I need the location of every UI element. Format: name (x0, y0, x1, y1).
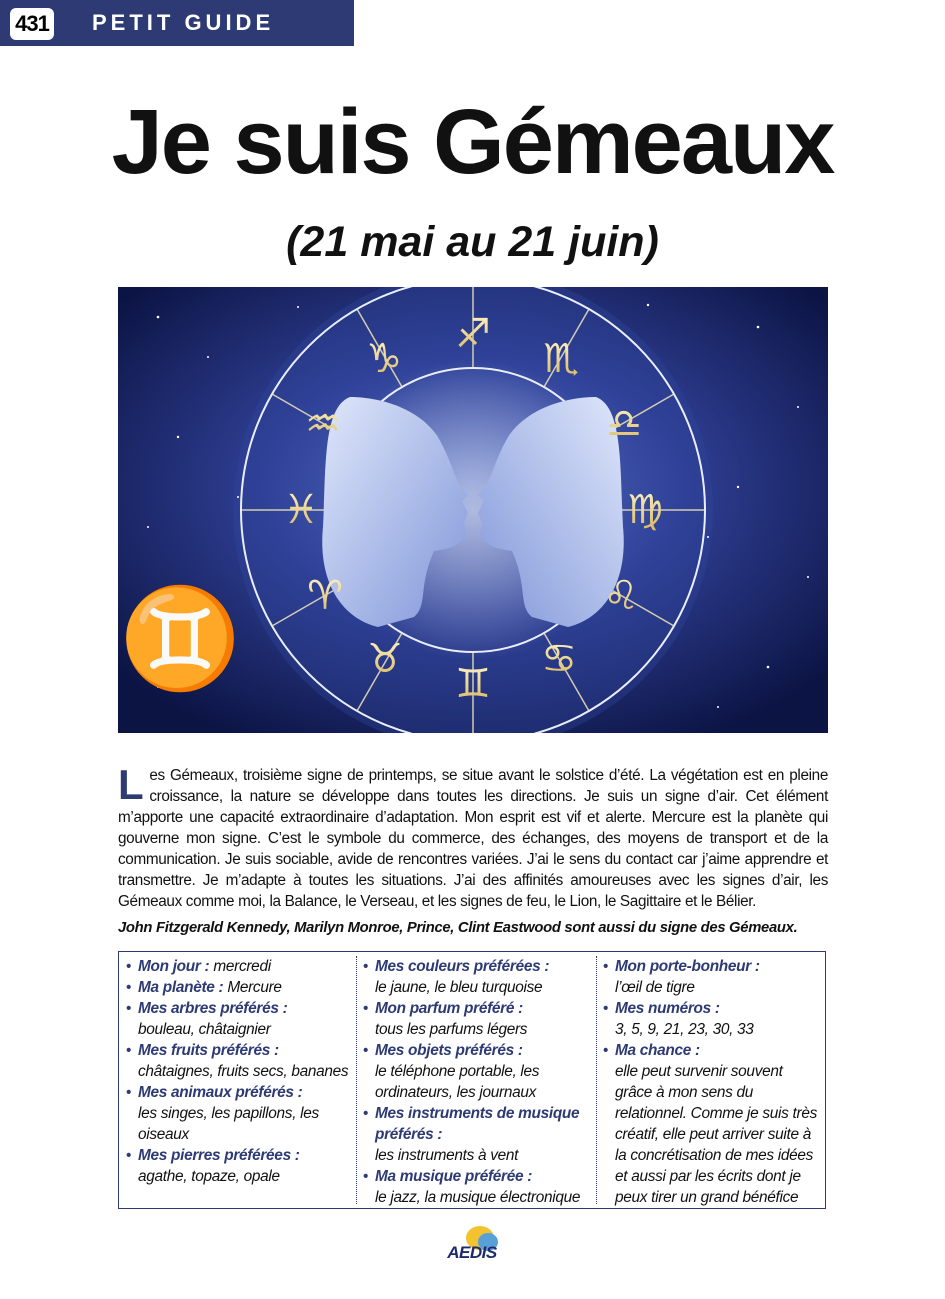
aries-icon: ♈ (307, 573, 343, 619)
column-divider (356, 956, 357, 1204)
capricorn-icon: ♑ (366, 336, 402, 382)
gemini-sign-icon: ♊ (118, 582, 242, 696)
series-title: PETIT GUIDE (92, 10, 275, 35)
info-item: • Mes animaux préférés : les singes, les papillons, les oiseaux (126, 1084, 319, 1143)
cancer-icon: ♋ (541, 636, 577, 682)
column-divider (596, 956, 597, 1204)
intro-text: es Gémeaux, troisième signe de printemps, se situe avant le solstice d’été. La végétation est en pleine croissance, la nature se développe dans toutes les directions. Je suis un signe d’air. Cet élément m’apporte une capacité extraordinaire d’adaptation. Mon esprit est vif et alerte. Mercure est la planète qui gouverne mon signe. C’est le symbole du commerce, des échanges, des moyens de transport et de la communication. Je suis sociable, avide de rencontres variées. J’ai le sens du contact car j’aime apprendre et transmettre. Je m’adapte à toutes les situations. J’ai des affinités amoureuses avec les signes d’air, les Gémeaux comme moi, la Balance, le Verseau, et les signes de feu, le Lion, le Sagittaire et le Bélier. (118, 767, 828, 910)
info-item: • Mes couleurs préférées : le jaune, le bleu turquoise (363, 958, 550, 996)
info-column-3 (601, 956, 823, 1208)
date-range: (21 mai au 21 juin) (286, 218, 659, 266)
info-item: • Mes instruments de musique préférés : les instruments à vent (363, 1105, 580, 1164)
drop-cap: L (118, 761, 144, 808)
aedis-logo (440, 1224, 504, 1264)
info-item: • Mon parfum préféré : tous les parfums légers (363, 1000, 528, 1038)
libra-icon: ♎ (606, 401, 642, 447)
page-title: Je suis Gémeaux (111, 91, 834, 193)
info-item: • Ma chance : elle peut survenir souvent grâce à mon sens du relationnel. Comme je suis très créatif, elle peut arriver suite à la concrétisation de mes idées et aussi par les écrits dont je peux tirer un grand bénéfice (603, 1042, 817, 1206)
aquarius-icon: ♒ (305, 401, 341, 447)
page-number-badge: 431 (10, 8, 54, 40)
svg-text:AEDIS: AEDIS (447, 1243, 497, 1262)
info-box (118, 951, 826, 1209)
info-item: • Ma musique préférée : le jazz, la musique électronique (363, 1168, 581, 1206)
info-item: • Mes pierres préférées : agathe, topaze, opale (126, 1147, 300, 1185)
info-item: • Mon porte-bonheur : l’œil de tigre (603, 958, 760, 996)
pisces-icon: ♓ (283, 487, 319, 533)
famous-people: John Fitzgerald Kennedy, Marilyn Monroe, Prince, Clint Eastwood sont aussi du signe des Gémeaux. (118, 920, 798, 936)
intro-paragraph (118, 761, 828, 912)
virgo-icon: ♍ (627, 487, 663, 533)
info-column-2 (361, 956, 596, 1208)
info-item: • Ma planète : Mercure (126, 979, 282, 996)
taurus-icon: ♉ (367, 636, 403, 682)
info-item: • Mes numéros : 3, 5, 9, 21, 23, 30, 33 (603, 1000, 754, 1038)
header-band (0, 0, 354, 46)
sagittarius-icon: ♐ (455, 311, 491, 357)
info-column-1 (124, 956, 356, 1187)
leo-icon: ♌ (603, 573, 639, 619)
info-item: • Mes fruits préférés : châtaignes, fruits secs, bananes (126, 1042, 349, 1080)
scorpio-icon: ♏ (543, 336, 579, 382)
info-item: • Mes objets préférés : le téléphone portable, les ordinateurs, les journaux (363, 1042, 540, 1101)
gemini-wheel-icon: ♊ (455, 661, 491, 707)
info-item: • Mes arbres préférés : bouleau, châtaignier (126, 1000, 288, 1038)
info-item: • Mon jour : mercredi (126, 958, 271, 975)
zodiac-illustration (118, 287, 828, 733)
